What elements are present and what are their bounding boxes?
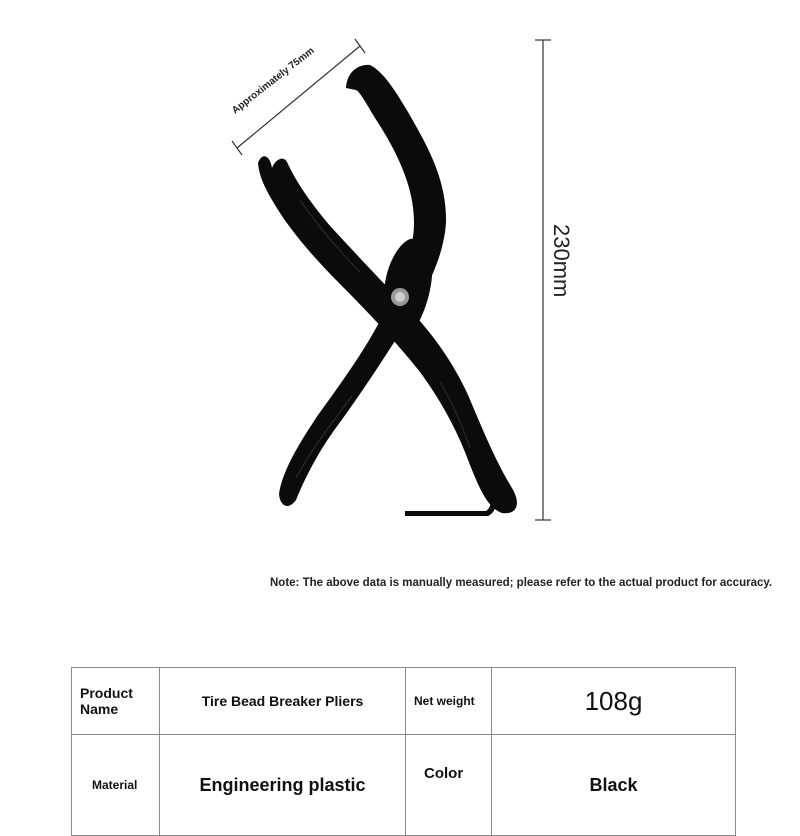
length-dimension <box>535 40 551 520</box>
table-row <box>72 668 736 735</box>
color-key: Color <box>406 735 492 836</box>
pivot-bolt-icon <box>391 288 409 306</box>
product-name-key: Product Name <box>72 668 160 735</box>
net-weight-value: 108g <box>492 668 736 735</box>
color-value: Black <box>492 735 736 836</box>
net-weight-key: Net weight <box>406 668 492 735</box>
product-name-value: Tire Bead Breaker Pliers <box>160 668 406 735</box>
pliers-tool <box>258 65 517 516</box>
table-row <box>72 735 736 836</box>
length-label: 230mm <box>549 224 574 298</box>
material-value: Engineering plastic <box>160 735 406 836</box>
specs-table <box>71 667 736 836</box>
material-key: Material <box>72 735 160 836</box>
measurement-note: Note: The above data is manually measured; please refer to the actual product for accuracy. <box>270 577 773 589</box>
jaw-width-label: Approximately 75mm <box>230 45 317 117</box>
